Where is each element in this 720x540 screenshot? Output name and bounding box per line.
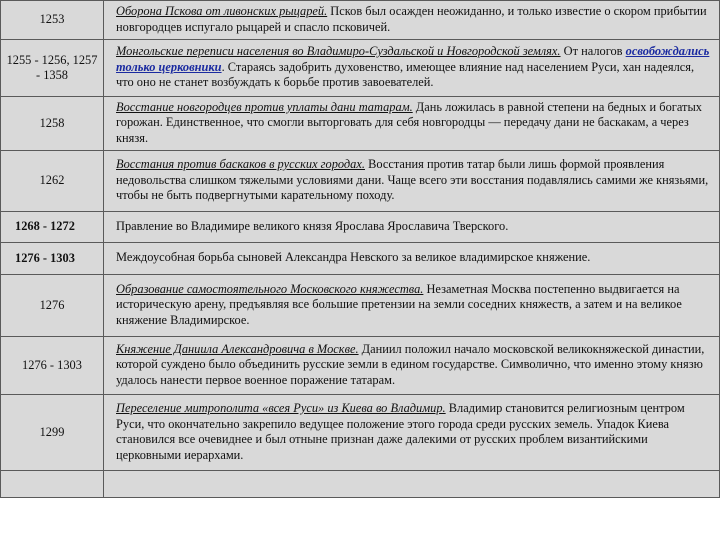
event-title: Восстания против баскаков в русских городах. xyxy=(116,157,365,172)
event-title: Восстание новгородцев против уплаты дани татарам. xyxy=(116,99,413,114)
table-row xyxy=(1,97,720,151)
table-row xyxy=(1,212,720,243)
event-title: Переселение митрополита «всея Руси» из Киева во Владимир. xyxy=(116,401,446,415)
year-cell: 1253 xyxy=(1,1,104,40)
event-title: Оборона Пскова от ливонских рыцарей. xyxy=(116,4,328,18)
table-row xyxy=(1,1,720,40)
event-description: . Стараясь задобрить духовенство, имеющее влияние над населением Руси, хан надеялся, что оно не станет возбуждать к борьбе против завоевателей. xyxy=(116,59,695,90)
year-cell-empty xyxy=(1,471,104,498)
event-title: Монгольские переписи населения во Владимиро-Суздальской и Новгородской землях. xyxy=(116,44,561,59)
year-cell: 1258 xyxy=(1,97,104,151)
event-cell xyxy=(104,1,720,40)
table-row xyxy=(1,275,720,337)
event-description: Дань ложилась в равной степени на бедных и богатых горожан. Единственное, что смогли выторговать для себя новгородцы — передачу дани не баскакам, а через князя. xyxy=(116,99,702,145)
event-cell xyxy=(104,40,720,97)
event-cell xyxy=(104,243,720,275)
event-cell-empty xyxy=(104,471,720,498)
event-cell xyxy=(104,97,720,151)
event-description: Правление во Владимире великого князя Ярослава Ярославича Тверского. xyxy=(116,218,509,233)
event-description: Междоусобная борьба сыновей Александра Невского за великое владимирское княжение. xyxy=(116,250,591,265)
event-title: Образование самостоятельного Московского княжества. xyxy=(116,281,424,296)
event-cell xyxy=(104,151,720,212)
year-cell: 1255 - 1256, 1257 - 1358 xyxy=(1,40,104,97)
event-cell xyxy=(104,395,720,471)
year-cell: 1276 - 1303 xyxy=(1,243,104,275)
table-row xyxy=(1,40,720,97)
year-cell: 1276 xyxy=(1,275,104,337)
event-cell xyxy=(104,212,720,243)
year-cell: 1262 xyxy=(1,151,104,212)
table-row-empty xyxy=(1,471,720,498)
table-row xyxy=(1,395,720,471)
table-row xyxy=(1,151,720,212)
table-row xyxy=(1,243,720,275)
year-cell: 1299 xyxy=(1,395,104,471)
event-description: Незаметная Москва постепенно выдвигается на историческую арену, предъявляя все большие претензии на земли соседних княжеств, а затем и на великое княжение Владимирское. xyxy=(116,281,682,327)
event-description: Даниил положил начало московской великокняжеской династии, которой суждено было объединить русские земли в едином государстве. Символично, что именно этому князю удалось нанести первое военное поражение татарам. xyxy=(116,341,705,387)
event-cell xyxy=(104,337,720,395)
event-description: Восстания против татар были лишь формой проявления недовольства слишком тяжелыми условиями дани. Чаще всего эти восстания подавлялись самими же князьями, чтобы не быть подвергнутыми карательному походу. xyxy=(116,157,709,203)
event-description: Владимир становится религиозным центром Руси, что окончательно закрепило ведущее положение этого города среди русских земель. Упадок Киева становился все очевиднее и был отныне признан даже далекими от русских проблем византийскими церковными иерархами. xyxy=(116,401,685,462)
event-cell xyxy=(104,275,720,337)
year-cell: 1276 - 1303 xyxy=(1,337,104,395)
event-title: Княжение Даниила Александровича в Москве. xyxy=(116,341,359,356)
event-description: Псков был осажден неожиданно, и только известие о скором прибытии новгородцев испугало рыцарей и спасло псковичей. xyxy=(116,4,707,34)
year-cell: 1268 - 1272 xyxy=(1,212,104,243)
event-description: От налогов xyxy=(560,44,626,59)
event-highlight: освобождались только церковники xyxy=(116,44,710,74)
table-row xyxy=(1,337,720,395)
